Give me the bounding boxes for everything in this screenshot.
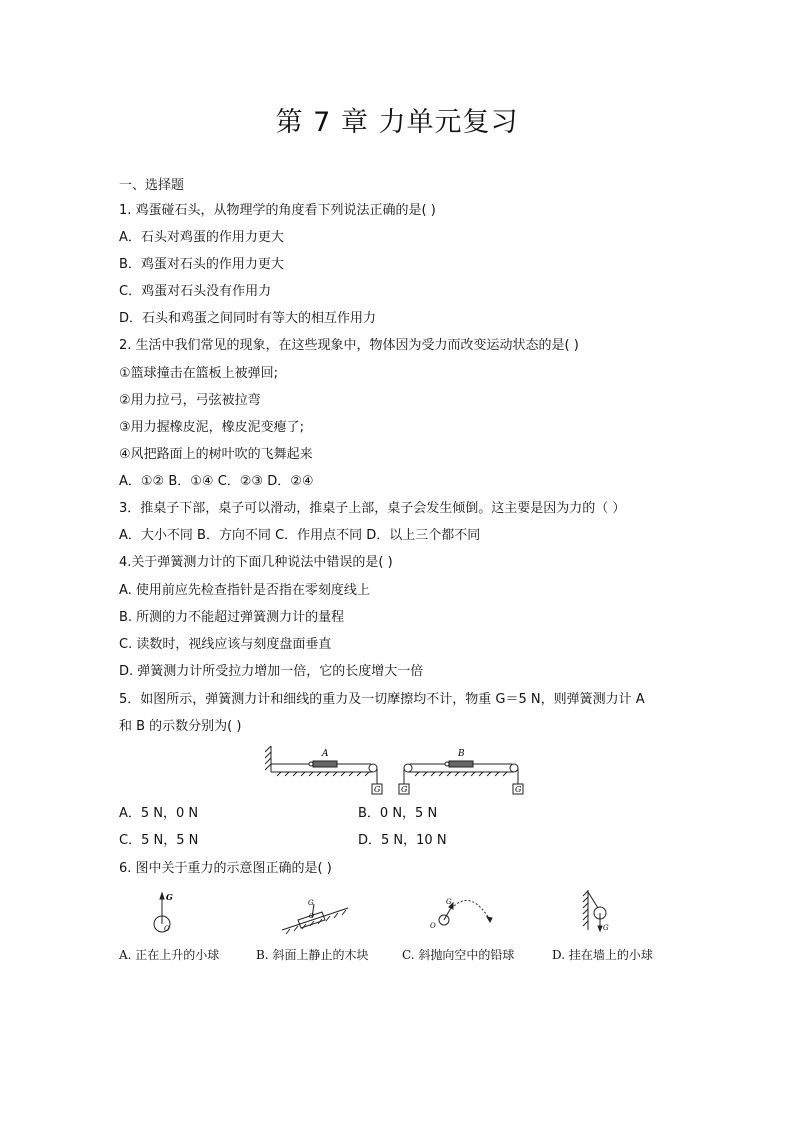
fig-c-label-o: O <box>430 922 436 930</box>
question-5-stem-line-1: 5．如图所示，弹簧测力计和细线的重力及一切摩擦均不计，物重 G＝5 N，则弹簧测力计 A <box>119 692 645 707</box>
question-5-option-a: A．5 N，0 N <box>119 806 199 821</box>
question-2-item-4: ④风把路面上的树叶吹的飞舞起来 <box>119 447 313 462</box>
question-1-option-a: A．石头对鸡蛋的作用力更大 <box>119 230 284 245</box>
label-g-3: G <box>515 785 522 794</box>
fig-c-label-g: G <box>446 898 452 906</box>
question-1-option-c: C．鸡蛋对石头没有作用力 <box>119 284 272 299</box>
fig-b-label-o: O <box>309 913 314 920</box>
spring-scale-figure <box>265 742 530 798</box>
fig-d-label-g: G <box>603 924 609 932</box>
label-g-1: G <box>374 785 381 794</box>
fig-b-label-g: G <box>308 899 314 907</box>
question-6-caption-c: C. 斜抛向空中的铅球 <box>402 948 515 962</box>
question-4-option-c: C. 读数时，视线应该与刻度盘面垂直 <box>119 637 332 652</box>
question-4-stem: 4.关于弹簧测力计的下面几种说法中错误的是( ) <box>119 555 393 570</box>
question-4-option-b: B. 所测的力不能超过弹簧测力计的量程 <box>119 610 345 625</box>
question-5-option-b: B．0 N，5 N <box>358 806 438 821</box>
figure-a-rising-ball <box>145 890 185 938</box>
label-b: B <box>458 749 465 759</box>
figure-b-block-on-incline <box>280 896 352 938</box>
label-g-2: G <box>401 785 408 794</box>
question-5-option-c: C．5 N，5 N <box>119 833 199 848</box>
figure-c-projectile <box>428 892 500 934</box>
page-title: 第 7 章 力单元复习 <box>275 107 519 138</box>
question-2-item-1: ①篮球撞击在篮板上被弹回; <box>119 366 279 381</box>
question-6-caption-b: B. 斜面上静止的木块 <box>256 948 369 962</box>
question-5-stem-line-2: 和 B 的示数分别为( ) <box>119 719 242 734</box>
section-heading: 一、选择题 <box>119 178 185 193</box>
question-3-stem: 3．推桌子下部，桌子可以滑动，推桌子上部，桌子会发生倾倒。这主要是因为力的（ ） <box>119 501 626 516</box>
question-3-options: A．大小不同 B．方向不同 C．作用点不同 D．以上三个都不同 <box>119 528 481 543</box>
question-1-option-d: D．石头和鸡蛋之间同时有等大的相互作用力 <box>119 311 377 326</box>
question-4-option-a: A. 使用前应先检查指针是否指在零刻度线上 <box>119 583 370 598</box>
question-6-caption-a: A. 正在上升的小球 <box>119 948 220 962</box>
fig-a-label-g: G <box>166 892 173 902</box>
question-2-options: A．①② B．①④ C．②③ D．②④ <box>119 474 314 489</box>
question-6-stem: 6. 图中关于重力的示意图正确的是( ) <box>119 861 332 876</box>
label-a: A <box>322 749 329 759</box>
question-1-stem: 1. 鸡蛋碰石头，从物理学的角度看下列说法正确的是( ) <box>119 203 436 218</box>
figure-d-ball-on-wall <box>582 886 618 938</box>
question-2-item-2: ②用力拉弓，弓弦被拉弯 <box>119 393 261 408</box>
question-2-item-3: ③用力握橡皮泥，橡皮泥变瘪了; <box>119 420 305 435</box>
question-4-option-d: D. 弹簧测力计所受拉力增加一倍，它的长度增大一倍 <box>119 664 424 679</box>
question-6-caption-d: D. 挂在墙上的小球 <box>552 948 653 962</box>
question-1-option-b: B．鸡蛋对石头的作用力更大 <box>119 257 284 272</box>
question-5-option-d: D．5 N，10 N <box>358 833 447 848</box>
fig-a-label-o: O <box>164 925 170 933</box>
question-2-stem: 2. 生活中我们常见的现象，在这些现象中，物体因为受力而改变运动状态的是( ) <box>119 338 579 353</box>
